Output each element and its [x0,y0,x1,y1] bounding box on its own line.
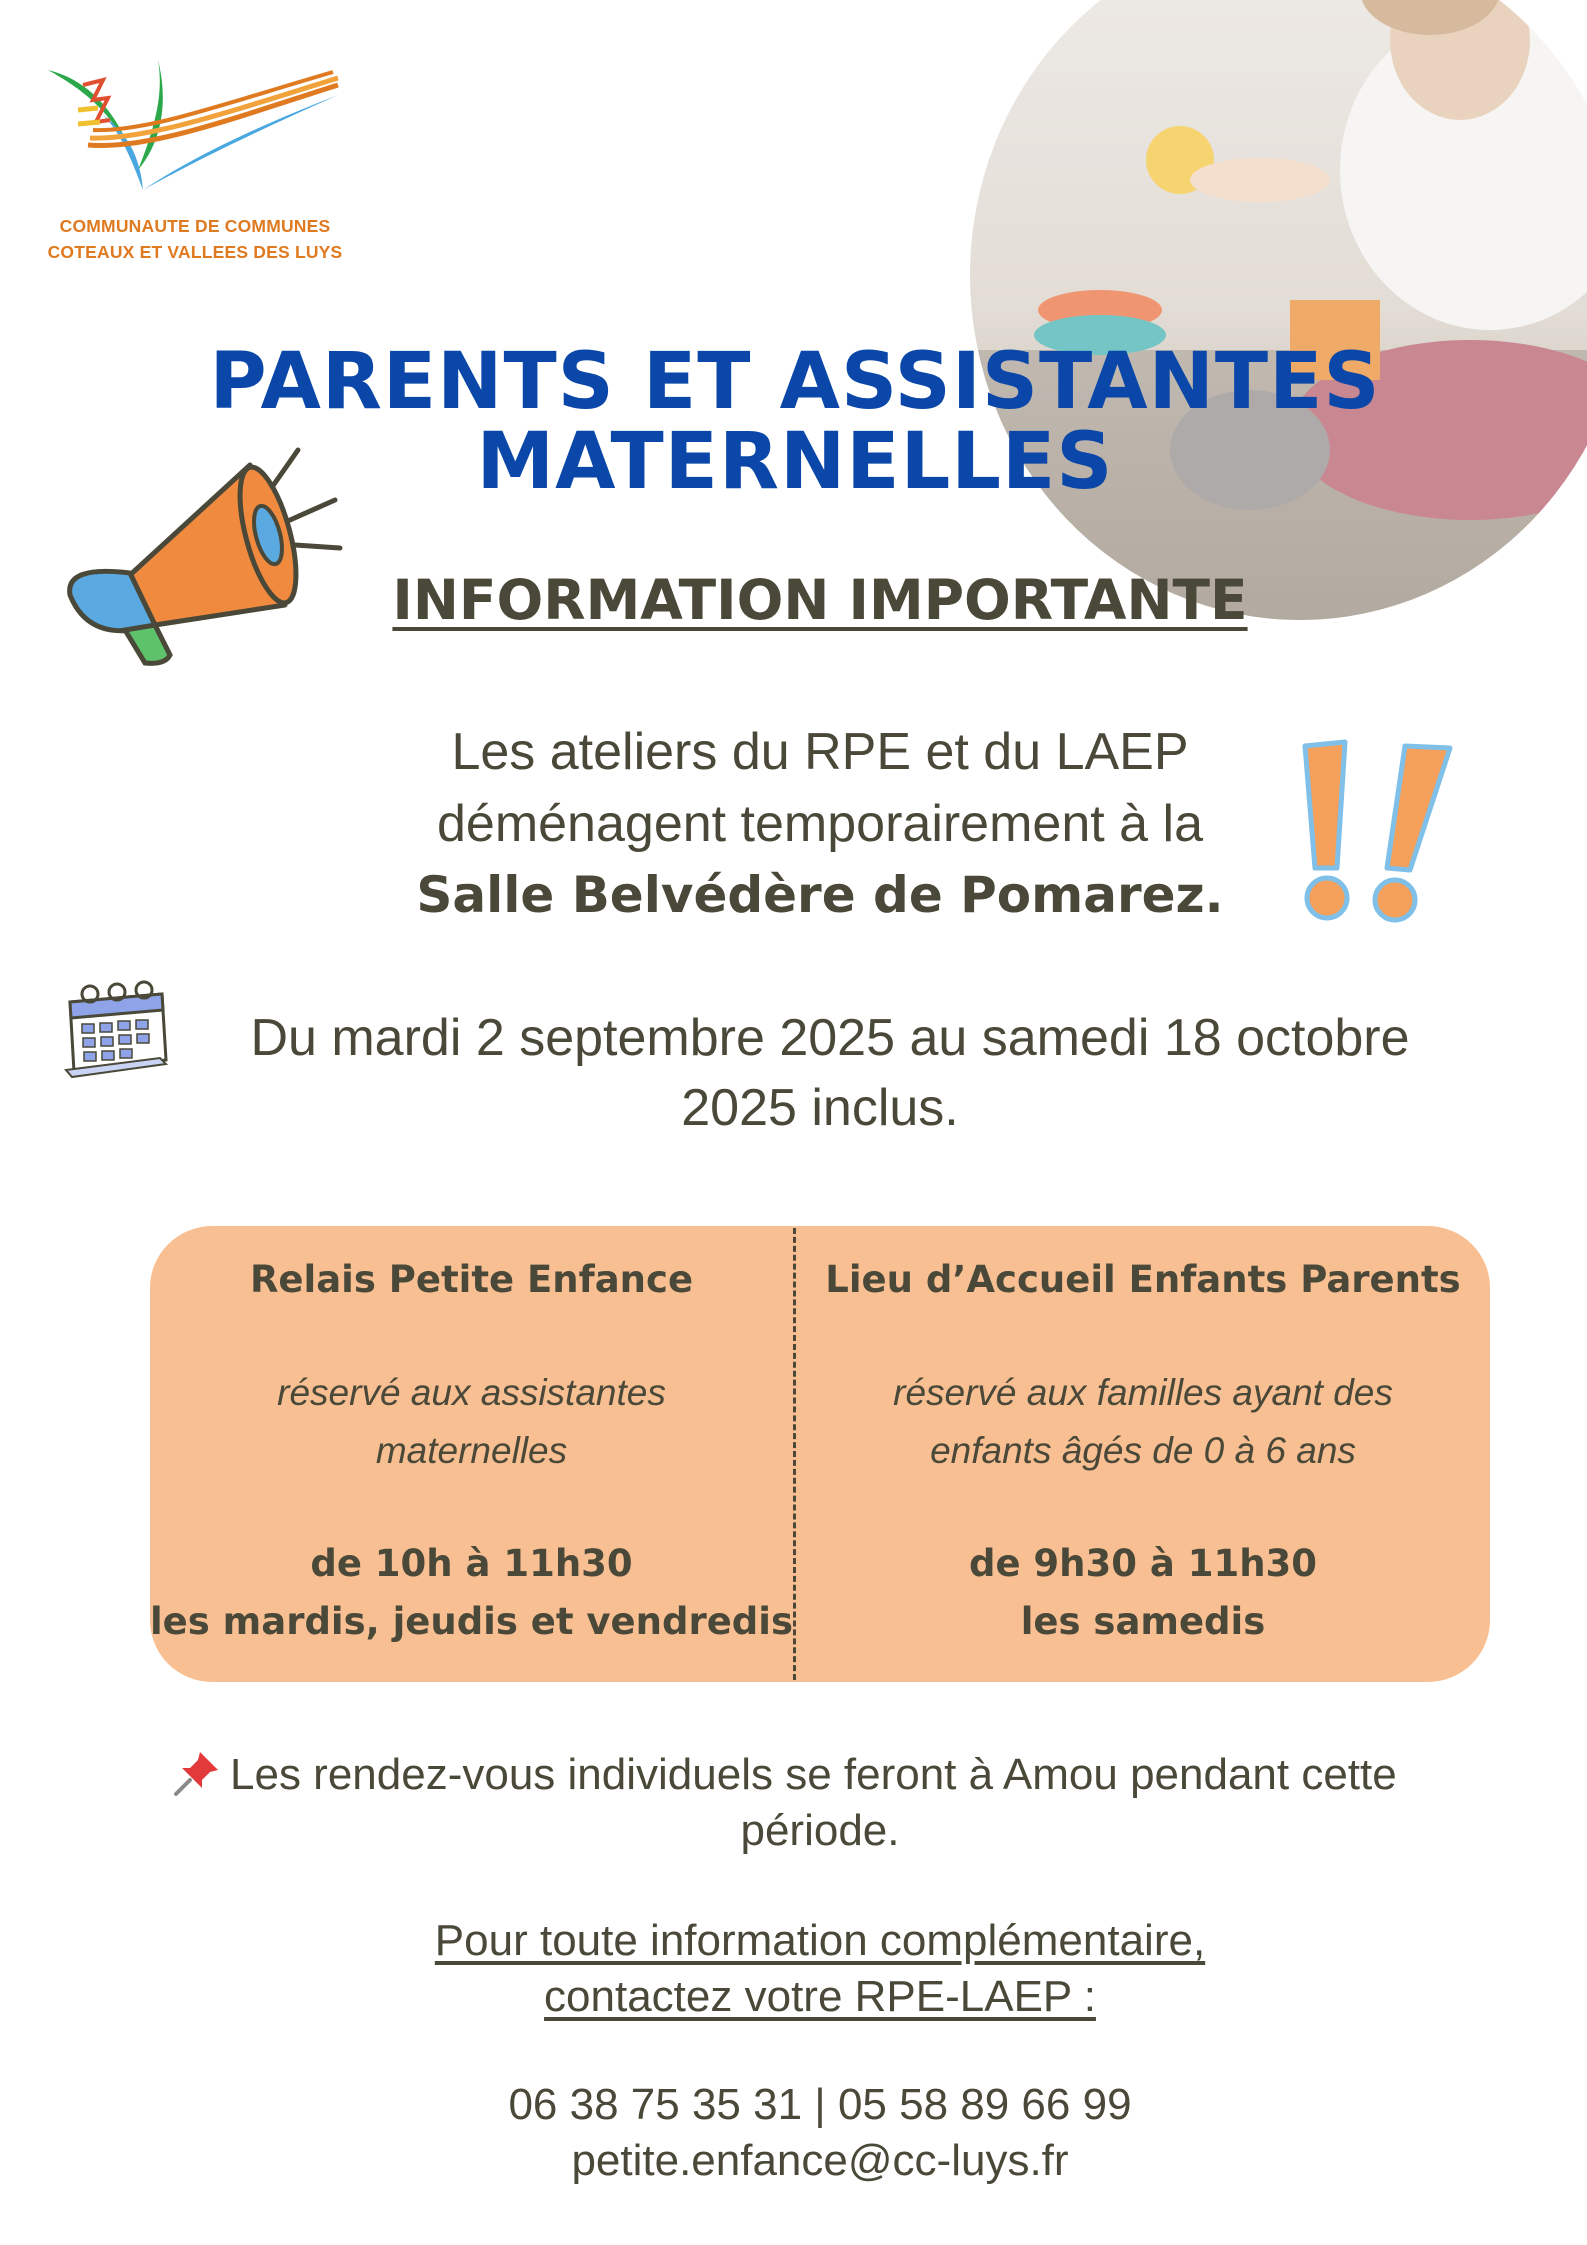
contact-heading-line-2: contactez votre RPE-LAEP : [544,1972,1096,2021]
column-description-line-1: réservé aux assistantes [277,1372,666,1413]
ccvl-logo-icon [48,40,348,210]
logo-line-2: COTEAUX ET VALLEES DES LUYS [47,242,343,262]
important-information-heading: INFORMATION IMPORTANTE [392,568,1248,632]
email-address: petite.enfance@cc-luys.fr [571,2136,1069,2185]
pushpin-icon [172,1748,222,1803]
column-title: Lieu d’Accueil Enfants Parents [825,1258,1461,1301]
phone-numbers: 06 38 75 35 31 | 05 58 89 66 99 [508,2080,1132,2129]
column-hours: de 10h à 11h30 [310,1542,633,1585]
schedule-box [150,1226,1490,1682]
column-days: les samedis [1020,1600,1266,1643]
column-title: Relais Petite Enfance [249,1258,694,1301]
intro-line-2: déménagent temporairement à la [436,795,1203,853]
dates-line-2: 2025 inclus. [681,1079,959,1137]
calendar-icon [62,980,172,1085]
page-title-line-2: MATERNELLES [476,417,1114,507]
note-line-2: période. [740,1806,900,1855]
column-description-line-2: enfants âgés de 0 à 6 ans [930,1430,1356,1471]
note-line-1: Les rendez-vous individuels se feront à Amou pendant cette [230,1750,1397,1799]
column-description-line-2: maternelles [375,1430,568,1471]
organization-logo [30,40,343,270]
contact-heading-line-1: Pour toute information complémentaire, [434,1916,1206,1965]
column-description-line-1: réservé aux familles ayant des [893,1372,1393,1413]
page-title-line-1: PARENTS ET ASSISTANTES [209,337,1381,427]
column-hours: de 9h30 à 11h30 [968,1542,1318,1585]
logo-line-1: COMMUNAUTE DE COMMUNES [59,216,331,236]
dates-line-1: Du mardi 2 septembre 2025 au samedi 18 octobre [250,1009,1410,1067]
column-days: les mardis, jeudis et vendredis [150,1600,794,1643]
megaphone-icon [60,445,360,680]
double-exclamation-icon [1295,738,1465,933]
intro-location: Salle Belvédère de Pomarez. [416,866,1224,924]
intro-line-1: Les ateliers du RPE et du LAEP [451,723,1189,781]
baby-playing-photo [970,0,1587,620]
